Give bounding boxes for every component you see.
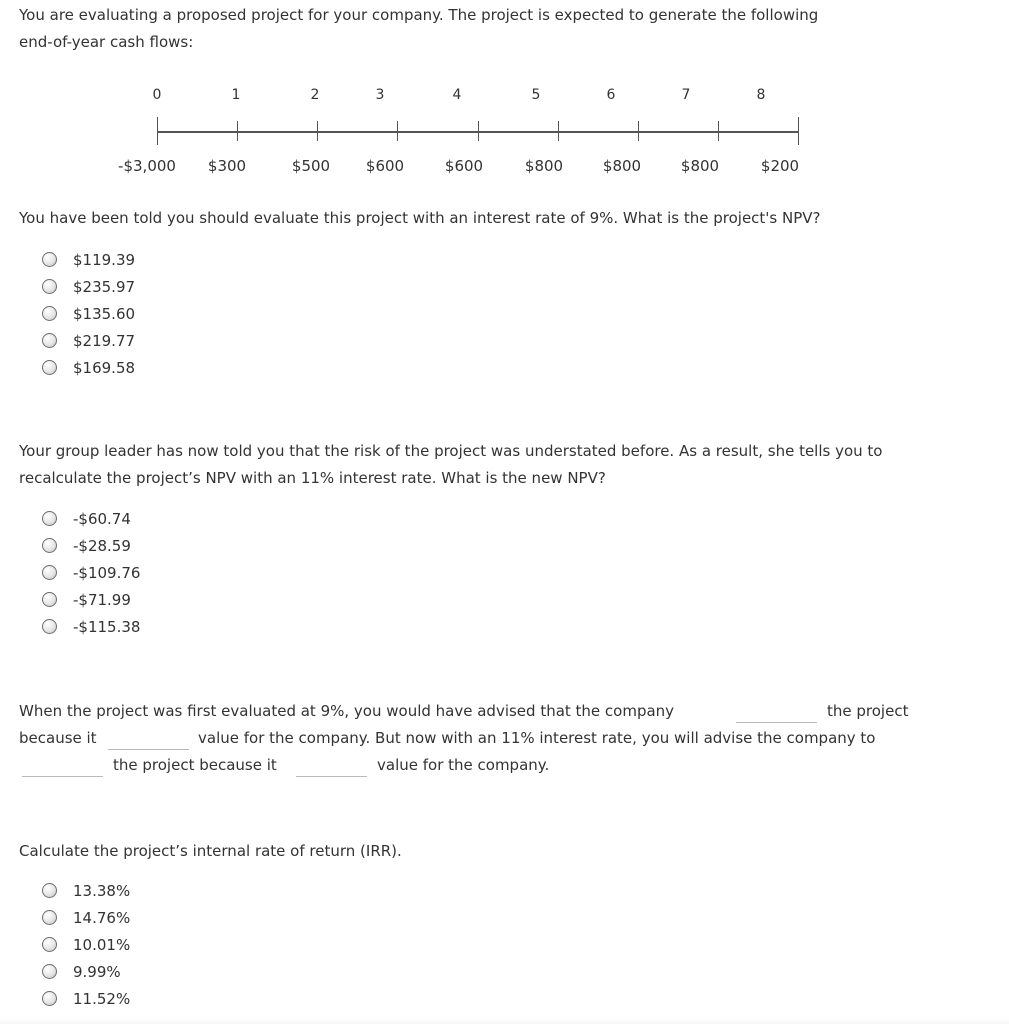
q1-option[interactable] <box>42 246 135 273</box>
radio-button[interactable] <box>42 565 57 580</box>
page-bottom-shadow <box>0 1018 1009 1024</box>
option-label: $135.60 <box>73 304 136 323</box>
timeline-tick <box>317 121 318 141</box>
cash-flow-label: $800 <box>680 157 720 175</box>
option-label: 13.38% <box>73 881 131 900</box>
year-label: 1 <box>231 87 241 103</box>
q2-option[interactable] <box>42 559 140 586</box>
q1-options <box>42 246 135 381</box>
cash-flow-label: $600 <box>444 157 484 175</box>
radio-button[interactable] <box>42 592 57 607</box>
radio-button[interactable] <box>42 883 57 898</box>
q2-option[interactable] <box>42 586 140 613</box>
option-label: -$109.76 <box>73 563 141 582</box>
q2-prompt-line-1: Your group leader has now told you that the risk of the project was understated before. As a result, she tells you to <box>19 442 883 460</box>
option-label: $169.58 <box>73 358 136 377</box>
year-label: 7 <box>681 87 691 103</box>
timeline-tick <box>718 121 719 141</box>
q4-option[interactable] <box>42 904 130 931</box>
advice-dropdown-2[interactable] <box>22 776 103 777</box>
q2-options <box>42 505 140 640</box>
timeline-tick <box>397 121 398 141</box>
q1-option[interactable] <box>42 300 135 327</box>
value-dropdown-1[interactable] <box>108 749 189 750</box>
year-label: 4 <box>452 87 462 103</box>
option-label: -$60.74 <box>73 509 131 528</box>
cash-flow-label: $800 <box>602 157 642 175</box>
q1-prompt: You have been told you should evaluate this project with an interest rate of 9%. What is the project's NPV? <box>19 209 821 227</box>
q2-option[interactable] <box>42 532 140 559</box>
cash-flow-label: $800 <box>524 157 564 175</box>
year-label: 0 <box>152 87 162 103</box>
year-label: 5 <box>531 87 541 103</box>
timeline-tick <box>237 121 238 141</box>
year-label: 2 <box>310 87 320 103</box>
intro-line-1: You are evaluating a proposed project for your company. The project is expected to generate the following <box>19 6 819 24</box>
timeline-tick <box>478 121 479 141</box>
option-label: 14.76% <box>73 908 131 927</box>
q4-options <box>42 877 130 1012</box>
q3-text-segment: the project because it <box>113 756 277 774</box>
q1-option[interactable] <box>42 327 135 354</box>
radio-button[interactable] <box>42 279 57 294</box>
radio-button[interactable] <box>42 937 57 952</box>
timeline-tick <box>157 117 158 145</box>
q3-text-segment: When the project was first evaluated at 9%, you would have advised that the company <box>19 702 675 720</box>
cash-flow-label: $500 <box>291 157 331 175</box>
q4-prompt: Calculate the project’s internal rate of return (IRR). <box>19 842 402 860</box>
option-label: 11.52% <box>73 989 131 1008</box>
q4-option[interactable] <box>42 877 130 904</box>
cash-flow-label: $600 <box>365 157 405 175</box>
cash-flow-label: $300 <box>207 157 247 175</box>
radio-button[interactable] <box>42 964 57 979</box>
q2-prompt-line-2: recalculate the project’s NPV with an 11% interest rate. What is the new NPV? <box>19 469 606 487</box>
q4-option[interactable] <box>42 958 130 985</box>
q1-option[interactable] <box>42 354 135 381</box>
cash-flow-timeline <box>0 80 1009 190</box>
radio-button[interactable] <box>42 333 57 348</box>
q4-option[interactable] <box>42 985 130 1012</box>
option-label: $119.39 <box>73 250 136 269</box>
radio-button[interactable] <box>42 538 57 553</box>
option-label: -$71.99 <box>73 590 131 609</box>
advice-dropdown-1[interactable] <box>736 722 817 723</box>
radio-button[interactable] <box>42 511 57 526</box>
q3-text-segment: because it <box>19 729 97 747</box>
q1-option[interactable] <box>42 273 135 300</box>
radio-button[interactable] <box>42 619 57 634</box>
radio-button[interactable] <box>42 360 57 375</box>
year-label: 6 <box>606 87 616 103</box>
radio-button[interactable] <box>42 910 57 925</box>
option-label: -$115.38 <box>73 617 141 636</box>
q3-text-segment: value for the company. But now with an 11% interest rate, you will advise the company to <box>198 729 876 747</box>
cash-flow-label: $200 <box>760 157 800 175</box>
q4-option[interactable] <box>42 931 130 958</box>
year-label: 8 <box>756 87 766 103</box>
timeline-tick <box>558 121 559 141</box>
option-label: $235.97 <box>73 277 136 296</box>
radio-button[interactable] <box>42 306 57 321</box>
q3-text-segment: the project <box>827 702 909 720</box>
q2-option[interactable] <box>42 505 140 532</box>
radio-button[interactable] <box>42 252 57 267</box>
option-label: 10.01% <box>73 935 131 954</box>
timeline-tick <box>638 121 639 141</box>
option-label: -$28.59 <box>73 536 131 555</box>
option-label: $219.77 <box>73 331 136 350</box>
year-label: 3 <box>375 87 385 103</box>
option-label: 9.99% <box>73 962 121 981</box>
radio-button[interactable] <box>42 991 57 1006</box>
q2-option[interactable] <box>42 613 140 640</box>
cash-flow-label: -$3,000 <box>118 157 176 175</box>
intro-line-2: end-of-year cash flows: <box>19 33 194 51</box>
timeline-tick <box>798 117 799 145</box>
value-dropdown-2[interactable] <box>296 776 367 777</box>
q3-text-segment: value for the company. <box>377 756 550 774</box>
